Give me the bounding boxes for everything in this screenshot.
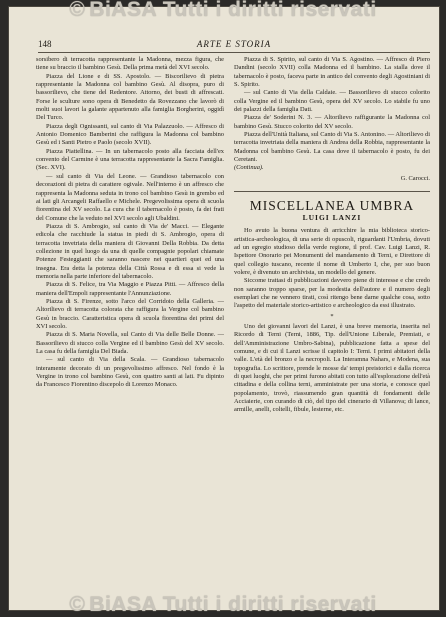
left-paragraph: Piazza di S. Firenze, sotto l'arco del Corridoio della Galleria. — Altorilievo di terracotta colorata che raffigura la Vergine col bambino Gesù in braccio. Caratteristica opera di scuola fiorentina dei primi del XVI secolo. <box>36 297 224 330</box>
left-paragraph: Piazza Piattellina. — In un tabernacolo posto alla facciata dell'ex convento del Carmine è una terracotta rappresentante la Sacra Famiglia. (Sec. XVI). <box>36 147 224 172</box>
running-head: ARTE E STORIA <box>196 39 272 49</box>
page-header <box>38 36 430 53</box>
right-paragraph: Piazza de' Soderini N. 3. — Altorilievo raffigurante la Madonna col bambino Gesù. Stucco colorito del XV secolo. <box>234 114 430 130</box>
watermark-top <box>0 0 446 22</box>
left-paragraph: sorsibero di terracotta rappresentante la Madonna, mezza figura, che tiene su braccio il bambino Gesù. Della prima metà del XVI secolo. <box>36 56 224 72</box>
left-paragraph: Piazza di S. Ambrogio, sul canto di Via de' Macci. — Elegante edicola che racchiude la statua in piedi di S. Ambrogio, opera di terracotta invetriata della maniera di Giovanni Della Robbia. Da detta collezione in quel luogo da una di quelle compagnie popolari chiamate Potenze Festeggianti che saranno nascere nei quartieri quei ed una insegna. Era detta la potenza della Città Rossa e di essa si vede la memoria nella parte inferiore del tabernacolo. <box>36 222 224 280</box>
copyright-symbol: © <box>69 0 86 21</box>
watermark-bottom-text: BiASA Tutti i diritti riservati <box>89 593 377 616</box>
right-paragraph: Piazza dell'Unità Italiana, sul Canto di Via S. Antonino. — Altorilievo di terracotta invetriata della maniera di Andrea della Robbia, rappresentante la Madonna col bambino Gesù. La casa dove il tabernacolo è posto, fu dei Ceretani. <box>234 131 430 164</box>
page-number: 148 <box>38 39 52 49</box>
right-column <box>234 56 430 591</box>
article-paragraph: Siccome trattasi di pubblicazioni davvero piene di interesse e che credo non saranno troppo sparse, per la modestia dell'autore e il numero degli esemplari che ne vennero tirati, così ritengo bene darne qualche cosa, sotto l'aspetto del materiale storico-artistico e archeologico da essi illustrato. <box>234 277 430 310</box>
left-paragraph: Piazza degli Ognissanti, sul canto di Via Palazzuolo. — Affresco di Antonio Domenico Bamberini che raffigura la Madonna col bambino Gesù ed i Santi Pietro e Paolo (secolo XVII). <box>36 122 224 147</box>
left-paragraph: Piazza del Lione e di SS. Apostolo. — Biscorilievo di pietra rappresentante la Madonna col bambino Gesù. Al disopra, puro di bassorilievo, che tiene del Redentore. Attorno, dei busti di affrescati. Forse le sculture sono opera di Benedetto da Rovezzano che lavorò di molti suoi lavori la galante appartenuto alla famiglia Borgherini, oggidì Del Turco. <box>36 72 224 122</box>
article-author: LUIGI LANZI <box>302 213 362 223</box>
watermark-top-text: BiASA Tutti i diritti riservati <box>89 0 377 21</box>
left-paragraph: Piazza di S. Maria Novella, sul Canto di Via delle Belle Donne. — Bassorilievo di stucco colla Vergine ed il bambino Gesù del XV secolo. La casa fu della famiglia Del Biada. <box>36 331 224 356</box>
article-paragraph: Uno dei giovanni lavori del Lanzi, è una breve memoria, inserita nel Ricordo di Terni (Terni, 1886, Tip. dell'Unione Liberale, Premiati, e dell'Amministrazione Umbro-Sabina), pubblicazione fatta a spese del comune, e di cui il Lanzi scrisse il capitolo I: Terni. I primi abitatori della valle. L'età del bronzo e la necropoli. La Interamna Nahars, e Modena, sua topografia. Lo scrittore, prende le mosse da' tempi preistorici e dalla ricerca di quei luoghi, che per primi furono abitati con tutto all'esplorazione dell'età cittadina e della collina terni, amministrate per una storia, e conosce quel popolamento, trovò, riassumendo gran quantità di fondamenti delle Acciaierie, con curando di ciò, del tipo del cinerario di Villanova; di lance, armille, anelli, coltelli, fibule, lesterne, etc. <box>234 322 430 414</box>
section-divider <box>234 191 430 192</box>
article-paragraph: Ho avuto la buona ventura di arricchire la mia biblioteca storico-artistica-archeologica, di una serie di opuscoli, riguardanti l'Umbria, dovuti ad un egregio studioso della verde regione, il prof. Cav. Luigi Lanzi, R. Ispettore Onorario pei Monumenti del mandamento di Terni, e Direttore di quel collegio tuscano, recente il nome di Umberto I, che, per suo buon volere, è divenuto un archivista, un modello del genere. <box>234 227 430 276</box>
right-paragraph: — sul Canto di Via della Caldaie. — Bassorilievo di stucco colorito colla Vergine ed il bambino Gesù, opera del XV secolo. Lo stabile fu uno dei palazzi della famiglia Dati. <box>234 89 430 114</box>
left-paragraph: — sul canto di Via della Scala. — Grandioso tabernacolo interamente decorato di un pregevolissimo affresco. Nel fondo è la Vergine in trono col bambino Gesù, con quattro santi ai lati. Fu dipinto da Francesco Fiorentino discepolo di Lorenzo Monaco. <box>36 356 224 389</box>
left-column <box>36 56 224 591</box>
right-paragraph: Piazza di S. Spirito, sul canto di Via S. Agostino. — Affresco di Piero Dandini (secolo XVII) colla Madonna ed il bambino. La stalla dove il tabernacolo è posto, faceva parte in antico del convento degli Agostiniani di S. Spirito. <box>234 56 430 89</box>
article-title: MISCELLANEA UMBRA <box>249 198 415 214</box>
signature: G. Carocci. <box>400 174 430 182</box>
left-paragraph: Piazza di S. Felice, tra Via Maggio e Piazza Pitti. — Affresco della maniera dell'Empoli rappresentante l'Annunziazione. <box>36 281 224 297</box>
watermark-bottom <box>0 593 446 617</box>
copyright-symbol: © <box>69 593 86 616</box>
section-star: * <box>330 312 334 320</box>
continued-note: (Continua). <box>234 164 264 172</box>
left-paragraph: — sul canto di Via del Leone. — Grandioso tabernacolo con decorazioni di pietra di carattere ogivale. Nell'interno è un affresco che rappresenta la Madonna seduta in trono col bambino Gesù in grembo ed ai lati gli Arcangeli Raffaello e Michele. Pregevolissima opera di scuola fiorentina del XV secolo. La cura che il tabernacolo è posto, fa dei frati del Comune che la veduto nel XVI secolo agli Ubaldini. <box>36 172 224 222</box>
